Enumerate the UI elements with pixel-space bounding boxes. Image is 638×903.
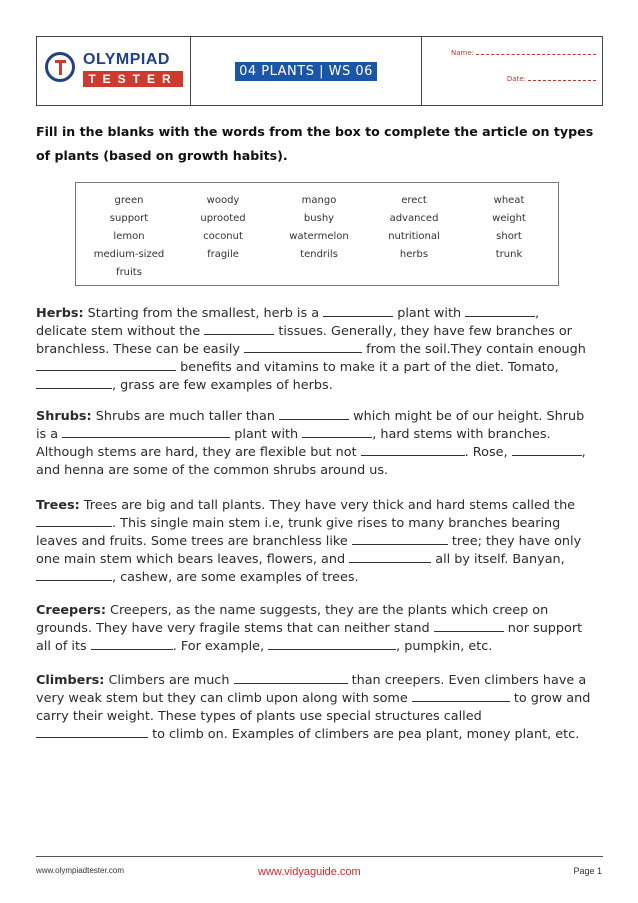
shrubs-label: Shrubs: bbox=[36, 409, 92, 424]
text: all of its bbox=[36, 639, 91, 654]
name-label: Name: bbox=[450, 49, 474, 57]
word-item: watermelon bbox=[289, 231, 349, 242]
shrubs-paragraph bbox=[36, 408, 604, 480]
climbers-paragraph bbox=[36, 672, 604, 744]
footer-site-link[interactable]: www.olympiadtester.com bbox=[36, 866, 125, 875]
word-item: medium-sized bbox=[93, 249, 165, 260]
blank[interactable] bbox=[434, 620, 504, 632]
logo-t-icon bbox=[45, 52, 75, 82]
text: all by itself. Banyan, bbox=[431, 552, 565, 567]
text: Creepers, as the name suggests, they are the plants which creep on bbox=[105, 603, 549, 618]
word-item: mango bbox=[301, 195, 337, 206]
text: grounds. They have very fragile stems that can neither stand bbox=[36, 621, 434, 636]
word-item: green bbox=[114, 195, 144, 206]
text: plant with bbox=[393, 306, 466, 321]
logo-text-bottom: TESTER bbox=[83, 71, 183, 87]
text: Shrubs are much taller than bbox=[91, 409, 280, 424]
text: Trees are big and tall plants. They have very thick and hard stems called the bbox=[79, 498, 576, 513]
trees-label: Trees: bbox=[36, 498, 80, 513]
page-number: Page 1 bbox=[573, 866, 602, 876]
word-item: weight bbox=[492, 213, 526, 224]
blank[interactable] bbox=[465, 305, 535, 317]
text: nor support bbox=[503, 621, 583, 636]
text: , grass are few examples of herbs. bbox=[112, 378, 333, 393]
word-item: trunk bbox=[495, 249, 523, 260]
blank[interactable] bbox=[352, 533, 448, 545]
text: branchless. These can be easily bbox=[36, 342, 245, 357]
blank[interactable] bbox=[234, 672, 348, 684]
blank[interactable] bbox=[36, 377, 112, 389]
text: to grow and bbox=[509, 691, 591, 706]
text: benefits and vitamins to make it a part of the diet. Tomato, bbox=[176, 360, 559, 375]
blank[interactable] bbox=[279, 408, 349, 420]
text: Climbers are much bbox=[104, 673, 234, 688]
footer-vidyaguide-link[interactable]: www.vidyaguide.com bbox=[258, 866, 361, 878]
creepers-paragraph bbox=[36, 602, 604, 656]
text: Although stems are hard, they are flexible but not bbox=[36, 445, 361, 460]
word-item: uprooted bbox=[200, 213, 246, 224]
word-item: nutritional bbox=[388, 231, 440, 242]
word-item: support bbox=[109, 213, 149, 224]
text: than creepers. Even climbers have a bbox=[347, 673, 587, 688]
word-box bbox=[75, 182, 559, 286]
date-field[interactable] bbox=[507, 75, 596, 83]
text: from the soil.They contain enough bbox=[362, 342, 586, 357]
blank[interactable] bbox=[512, 444, 582, 456]
text: Starting from the smallest, herb is a bbox=[83, 306, 324, 321]
blank[interactable] bbox=[36, 515, 112, 527]
word-item: herbs bbox=[399, 249, 429, 260]
name-date-cell bbox=[422, 37, 602, 105]
blank[interactable] bbox=[412, 690, 510, 702]
footer-divider bbox=[36, 856, 603, 857]
word-item: short bbox=[496, 231, 522, 242]
text: tissues. Generally, they have few branches or bbox=[274, 324, 572, 339]
blank[interactable] bbox=[62, 426, 230, 438]
text: plant with bbox=[230, 427, 303, 442]
blank[interactable] bbox=[36, 569, 112, 581]
creepers-label: Creepers: bbox=[36, 603, 106, 618]
climbers-label: Climbers: bbox=[36, 673, 105, 688]
title-cell bbox=[191, 37, 422, 105]
word-item: erect bbox=[401, 195, 427, 206]
text: is a bbox=[36, 427, 63, 442]
word-item: bushy bbox=[303, 213, 335, 224]
text: one main stem which bears leaves, flowers, and bbox=[36, 552, 350, 567]
worksheet-title: 04 PLANTS | WS 06 bbox=[235, 62, 377, 81]
herbs-paragraph bbox=[36, 305, 604, 395]
text: carry their weight. These types of plants use special structures called bbox=[36, 709, 482, 724]
date-label: Date: bbox=[506, 75, 526, 83]
word-item: fruits bbox=[116, 267, 142, 278]
blank[interactable] bbox=[349, 551, 431, 563]
text: and henna are some of the common shrubs around us. bbox=[36, 463, 389, 478]
text: , bbox=[535, 306, 540, 321]
instruction-text: Fill in the blanks with the words from the box to complete the article on types of plants (based on growth habits). bbox=[36, 124, 594, 163]
logo-cell bbox=[37, 37, 191, 105]
blank[interactable] bbox=[91, 638, 173, 650]
herbs-label: Herbs: bbox=[36, 306, 84, 321]
text: tree; they have only bbox=[447, 534, 582, 549]
text: delicate stem without the bbox=[36, 324, 205, 339]
text: . This single main stem i.e, trunk give rises to many branches bearing bbox=[112, 516, 561, 531]
text: leaves and fruits. Some trees are branchless like bbox=[36, 534, 352, 549]
text: to climb on. Examples of climbers are pea plant, money plant, etc. bbox=[148, 727, 580, 742]
text: very weak stem but they can climb upon along with some bbox=[36, 691, 412, 706]
blank[interactable] bbox=[268, 638, 396, 650]
text: which might be of our height. Shrub bbox=[349, 409, 585, 424]
text: , cashew, are some examples of trees. bbox=[112, 570, 359, 585]
text: , hard stems with branches. bbox=[372, 427, 551, 442]
word-item: wheat bbox=[493, 195, 525, 206]
blank[interactable] bbox=[36, 726, 148, 738]
text: , bbox=[581, 445, 586, 460]
trees-paragraph bbox=[36, 497, 604, 587]
logo-text-top: OLYMPIAD bbox=[83, 51, 170, 68]
word-item: advanced bbox=[389, 213, 439, 224]
word-item: tendrils bbox=[300, 249, 338, 260]
text: . For example, bbox=[172, 639, 269, 654]
word-item: lemon bbox=[113, 231, 145, 242]
blank[interactable] bbox=[361, 444, 465, 456]
word-item: woody bbox=[206, 195, 240, 206]
text: . Rose, bbox=[464, 445, 512, 460]
blank[interactable] bbox=[204, 323, 274, 335]
blank[interactable] bbox=[36, 359, 176, 371]
text: , pumpkin, etc. bbox=[396, 639, 493, 654]
word-item: fragile bbox=[207, 249, 239, 260]
word-item: coconut bbox=[203, 231, 243, 242]
worksheet-header bbox=[36, 36, 603, 106]
blank[interactable] bbox=[323, 305, 393, 317]
blank[interactable] bbox=[244, 341, 362, 353]
blank[interactable] bbox=[302, 426, 372, 438]
name-field[interactable] bbox=[451, 49, 596, 57]
